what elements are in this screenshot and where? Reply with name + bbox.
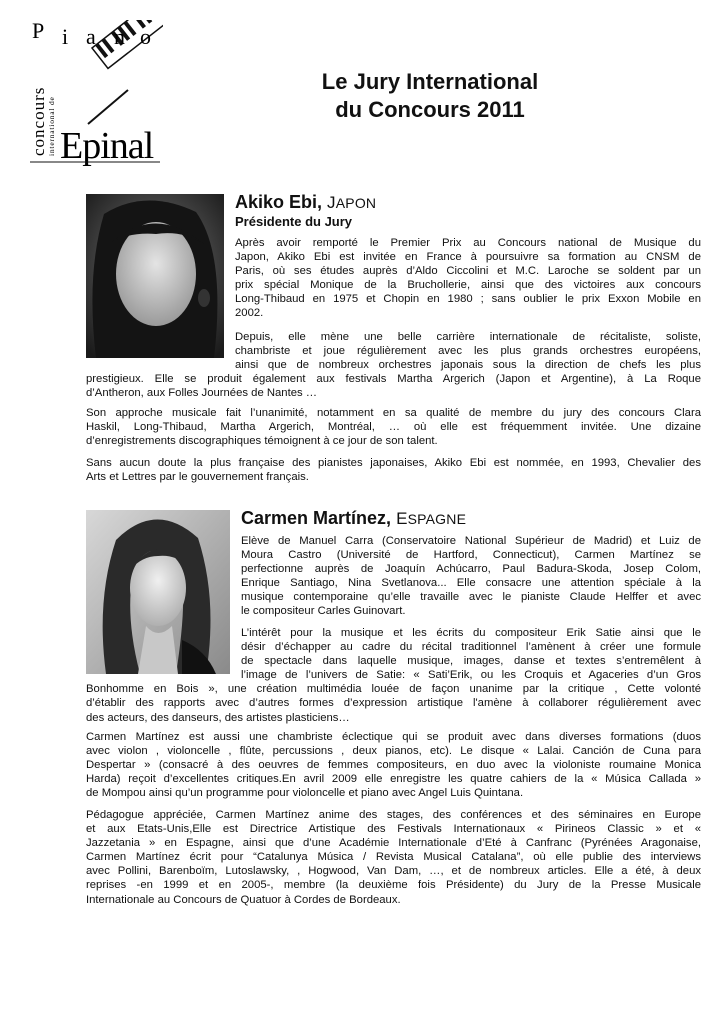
- logo-piano-i: i: [62, 24, 69, 49]
- country-rest: APON: [335, 195, 377, 211]
- concours-logo: [28, 20, 163, 170]
- text-line: et aux Etats-Unis,Elle est Directrice Artistique des Festivals Internationaux « Pirineos Classic » et «: [86, 823, 701, 836]
- text-line: Paris, où ses études auprès d’Aldo Ciccolini et M.C. Laroche se soldent par un: [235, 265, 701, 278]
- title-line-2: du Concours 2011: [335, 97, 525, 122]
- text-line: Carmen Martínez est aussi une chambriste éclectique qui se produit avec dans diverses formations (duos: [86, 731, 701, 743]
- carmen-martinez-country: [396, 511, 466, 527]
- juror-name-carmen-martinez: [241, 508, 466, 529]
- text-line: Long-Thibaud en 1975 et Chopin en 1980 ; sans oublier le prix Exxon Mobile en: [235, 293, 701, 306]
- text-line: Depuis, elle mène une belle carrière internationale de récitaliste, soliste,: [235, 331, 701, 343]
- carmen-martinez-paragraph-1: [241, 534, 701, 619]
- carmen-martinez-name: Carmen Martínez,: [241, 508, 392, 528]
- country-rest: SPAGNE: [407, 511, 467, 527]
- text-line: d’établir des rapports avec d’autres formes d’expression artistique l'amène à collaborer régulièrement avec: [86, 697, 701, 710]
- text-line: 2002.: [235, 307, 264, 320]
- akiko-ebi-paragraph-3: [86, 406, 701, 448]
- text-line: de spectacle dans laquelle musique, images, danse et textes s’entremêlent à: [241, 655, 701, 668]
- carmen-martinez-paragraph-3: [86, 730, 701, 800]
- text-line: reprises -en 1999 et en 2005-, membre (la deuxième fois Présidente) du Jury de la Presse Musicale: [86, 879, 701, 892]
- country-initial: J: [327, 193, 336, 212]
- title-line-1: Le Jury International: [321, 69, 539, 94]
- text-line: Jazzetania » en Espagne, ainsi que d’une Académie Internationale d’Eté à Canfranc (Pyrénées Aragonaise,: [86, 837, 701, 850]
- akiko-ebi-paragraph-2: [86, 330, 701, 400]
- text-line: Enrique Santiago, Nina Svetlanova... Elle consacre une attention spéciale à la: [241, 577, 701, 590]
- text-line: des acteurs, des danseurs, des artistes plasticiens…: [86, 711, 350, 724]
- page-title: [230, 68, 630, 124]
- country-initial: E: [396, 509, 408, 528]
- akiko-ebi-name: Akiko Ebi,: [235, 192, 323, 212]
- text-line: prix spécial Monique de la Bruchollerie, ainsi que des victoires aux concours: [235, 279, 701, 292]
- akiko-ebi-country: [327, 195, 376, 211]
- text-line: musique contemporaine qu’elle travaille avec le pianiste Claude Helffer et avec: [241, 591, 701, 604]
- text-line: Japon, Akiko Ebi est invitée en France à poursuivre sa formation au CNSM de: [235, 251, 701, 264]
- logo-epinal: Epinal: [60, 125, 154, 167]
- text-line: Internationale au Concours de Quatuor à Cordes de Bordeaux.: [86, 893, 401, 906]
- text-line: Pédagogue appréciée, Carmen Martínez anime des stages, des conférences et des séminaires en Europe: [86, 809, 701, 821]
- logo-piano-p: P: [32, 20, 45, 43]
- logo-graphic: [28, 20, 163, 170]
- text-line: prestigieux. Elle se produit également aux festivals Martha Argerich (Japon et Argentine), à La Roque: [86, 373, 701, 386]
- text-line: Son approche musicale fait l’unanimité, notamment en sa qualité de membre du jury des concours Clara: [86, 407, 701, 419]
- akiko-ebi-paragraph-4: [86, 456, 701, 484]
- text-line: Sans aucun doute la plus française des pianistes japonaises, Akiko Ebi est nommée, en 1993, Chevalier des: [86, 457, 701, 469]
- text-line: Arts et Lettres par le gouvernement français.: [86, 471, 309, 484]
- text-line: Haskil, Long-Thibaud, Martha Argerich, Montréal, … où elle est fréquemment invitée. Une dizaine: [86, 421, 701, 434]
- text-line: l’image de l’univers de Satie: « Sati’Erik, ou les Croquis et Agaceries d’un Gros: [241, 669, 701, 682]
- logo-piano-n: n: [114, 24, 125, 49]
- juror-name-akiko-ebi: [235, 192, 376, 213]
- text-line: chambriste et joue régulièrement avec les plus grands orchestres européens,: [235, 345, 701, 358]
- text-line: Bonhomme en Bois », une création multimédia louée de façon unanime par la critique , Cette volonté: [86, 683, 701, 696]
- text-line: Elève de Manuel Carra (Conservatoire National Supérieur de Madrid) et Luiz de: [241, 535, 701, 547]
- text-line: avec Pollini, Barenboïm, Lutoslawsky, , Hogwood, Van Dam, …, et de nombreux articles. Elle a été, à deux: [86, 865, 701, 878]
- text-line: désir d’échapper au cadre du récital traditionnel l’amènent à créer une formule: [241, 641, 701, 654]
- text-line: Harda) reçoit d’excellentes critiques.En avril 2009 elle enregistre les quatre cahiers de la « Música Callada »: [86, 773, 701, 786]
- text-line: le compositeur Carles Guinovart.: [241, 605, 406, 618]
- juror-role: Présidente du Jury: [235, 214, 353, 229]
- text-line: Après avoir remporté le Premier Prix au Concours national de Musique du: [235, 237, 701, 249]
- carmen-martinez-paragraph-4: [86, 808, 701, 907]
- text-line: de Mompou ainsi qu’un programme pour violoncelle et piano avec Angel Luis Quintana.: [86, 787, 524, 800]
- logo-concours: concours: [29, 86, 48, 156]
- text-line: Moura Castro (Université de Hartford, Connecticut), Carmen Martínez se: [241, 549, 701, 562]
- logo-piano-a: a: [86, 24, 96, 49]
- text-line: d’Antheron, aux Folles Journées de Nantes …: [86, 387, 318, 400]
- text-line: ainsi que de nombreux orchestres japonais sous la direction de chefs les plus: [235, 359, 701, 372]
- text-line: Carmen Martínez écrit pour “Catalunya Música / Revista Musical Catalana”, où elle publie des interviews: [86, 851, 701, 864]
- carmen-martinez-paragraph-2: [86, 626, 701, 725]
- text-line: perfectionne auprès de Joaquín Achúcarro, Paul Badura-Skoda, Josep Colom,: [241, 563, 701, 576]
- logo-piano-o: o: [140, 24, 151, 49]
- text-line: Despertar » (consacré à des oeuvres de femmes compositeurs, en duo avec la violoniste roumaine Monica: [86, 759, 701, 772]
- text-line: L’intérêt pour la musique et les écrits du compositeur Erik Satie ainsi que le: [241, 627, 701, 639]
- text-line: d’enregistrements discographiques témoignent à ce jour de son talent.: [86, 435, 438, 448]
- akiko-ebi-paragraph-1: [235, 236, 701, 321]
- logo-international-de: international de: [47, 96, 56, 156]
- text-line: avec violon , violoncelle , flûte, percussions , deux pianos, etc). Le disque « Lalai. Canción de Cuna para: [86, 745, 701, 758]
